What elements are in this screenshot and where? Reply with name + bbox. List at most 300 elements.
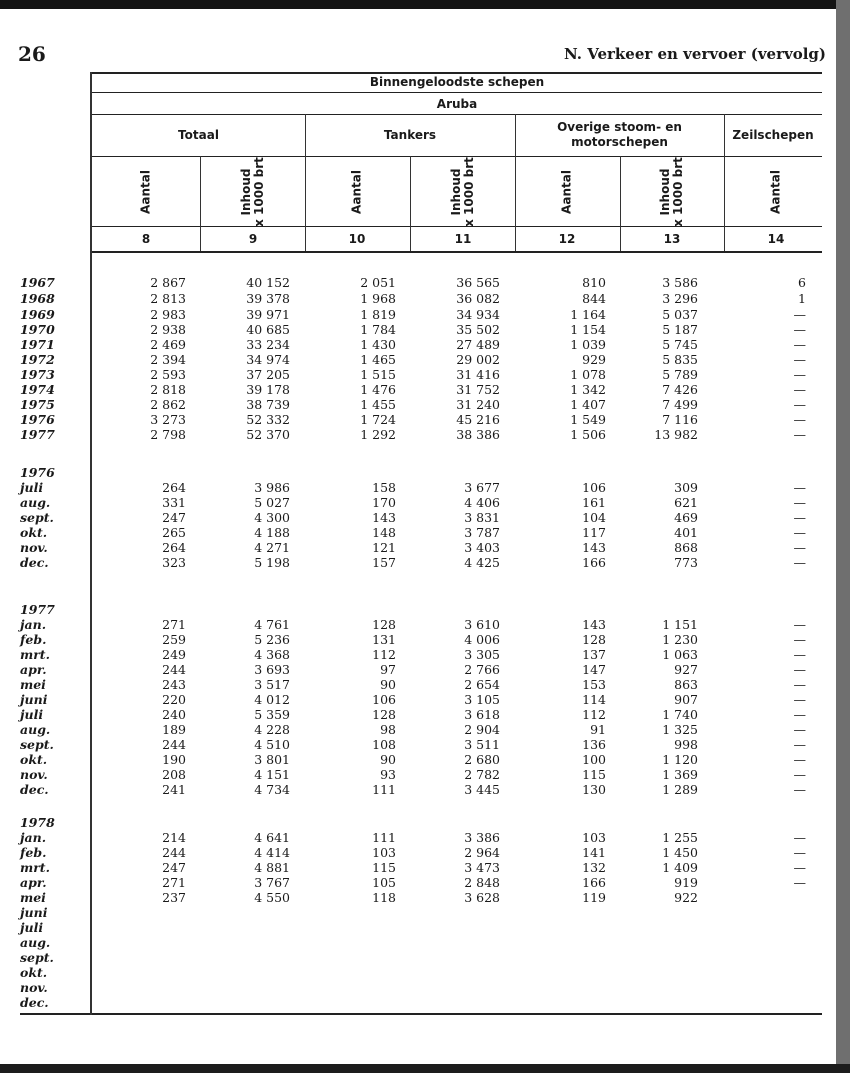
cell-tankers-aantal: 1 968 xyxy=(360,291,396,306)
label-inhoud-overige xyxy=(659,157,685,227)
cell-totaal-aantal: 2 813 xyxy=(150,291,186,306)
cell-tankers-aantal: 93 xyxy=(380,767,396,782)
label-aantal-zeil: Aantal xyxy=(768,170,783,214)
cell-totaal-inhoud: 3 517 xyxy=(254,677,290,692)
cell-zeil-aantal: — xyxy=(793,322,806,337)
cell-totaal-aantal: 244 xyxy=(162,845,186,860)
row-label: juni xyxy=(20,692,48,707)
column-number-8: 8 xyxy=(141,232,151,246)
stub-divider xyxy=(90,72,92,1015)
cell-overige-inhoud: 863 xyxy=(674,677,698,692)
cell-totaal-inhoud: 39 971 xyxy=(246,307,290,322)
cell-tankers-aantal: 1 515 xyxy=(360,367,396,382)
cell-totaal-inhoud: 40 685 xyxy=(246,322,290,337)
cell-tankers-inhoud: 2 904 xyxy=(464,722,500,737)
cell-totaal-inhoud: 4 271 xyxy=(254,540,290,555)
cell-overige-aantal: 117 xyxy=(582,525,606,540)
cell-overige-inhoud: 1 230 xyxy=(662,632,698,647)
row-label: feb. xyxy=(20,845,47,860)
cell-zeil-aantal: — xyxy=(793,540,806,555)
cell-zeil-aantal: — xyxy=(793,752,806,767)
cell-totaal-inhoud: 4 188 xyxy=(254,525,290,540)
row-label: 1977 xyxy=(20,602,55,617)
cell-zeil-aantal: — xyxy=(793,510,806,525)
cell-tankers-inhoud: 29 002 xyxy=(456,352,500,367)
cell-overige-inhoud: 1 740 xyxy=(662,707,698,722)
cell-overige-inhoud: 1 120 xyxy=(662,752,698,767)
cell-tankers-aantal: 115 xyxy=(372,860,396,875)
cell-tankers-aantal: 128 xyxy=(372,617,396,632)
column-number-13: 13 xyxy=(663,232,681,246)
cell-overige-aantal: 103 xyxy=(582,830,606,845)
cell-tankers-inhoud: 31 752 xyxy=(456,382,500,397)
cell-tankers-inhoud: 2 848 xyxy=(464,875,500,890)
cell-totaal-inhoud: 4 228 xyxy=(254,722,290,737)
cell-overige-aantal: 130 xyxy=(582,782,606,797)
cell-overige-aantal: 132 xyxy=(582,860,606,875)
cell-zeil-aantal: — xyxy=(793,677,806,692)
cell-tankers-aantal: 1 724 xyxy=(360,412,396,427)
cell-totaal-inhoud: 4 761 xyxy=(254,617,290,632)
cell-totaal-aantal: 264 xyxy=(162,540,186,555)
cell-tankers-aantal: 97 xyxy=(380,662,396,677)
cell-overige-aantal: 1 154 xyxy=(570,322,606,337)
row-label: mrt. xyxy=(20,860,50,875)
rule-under-group xyxy=(92,92,822,93)
cell-tankers-aantal: 1 784 xyxy=(360,322,396,337)
label-inhoud-tankers-line1: Inhoud xyxy=(449,168,463,216)
cell-overige-inhoud: 3 296 xyxy=(662,291,698,306)
row-label: 1970 xyxy=(20,322,55,337)
row-label: mrt. xyxy=(20,647,50,662)
cell-zeil-aantal: — xyxy=(793,382,806,397)
cell-tankers-inhoud: 31 416 xyxy=(456,367,500,382)
cell-totaal-aantal: 271 xyxy=(162,617,186,632)
row-label: 1967 xyxy=(20,275,55,290)
cell-tankers-inhoud: 36 565 xyxy=(456,275,500,290)
cell-overige-inhoud: 5 037 xyxy=(662,307,698,322)
row-label: juli xyxy=(20,480,44,495)
cell-totaal-aantal: 247 xyxy=(162,860,186,875)
cell-overige-inhoud: 868 xyxy=(674,540,698,555)
row-label: apr. xyxy=(20,875,47,890)
cell-overige-aantal: 166 xyxy=(582,555,606,570)
scan-border-top xyxy=(0,0,850,9)
header-totaal: Totaal xyxy=(178,128,219,142)
cell-totaal-aantal: 244 xyxy=(162,737,186,752)
row-label: 1976 xyxy=(20,412,55,427)
column-number-12: 12 xyxy=(558,232,576,246)
cell-overige-aantal: 161 xyxy=(582,495,606,510)
cell-tankers-inhoud: 3 473 xyxy=(464,860,500,875)
sub-divider-2 xyxy=(410,156,411,251)
label-aantal-overige: Aantal xyxy=(559,170,574,214)
cell-tankers-aantal: 157 xyxy=(372,555,396,570)
cell-tankers-inhoud: 27 489 xyxy=(456,337,500,352)
cell-tankers-aantal: 1 465 xyxy=(360,352,396,367)
cell-tankers-inhoud: 3 445 xyxy=(464,782,500,797)
cell-overige-aantal: 810 xyxy=(582,275,606,290)
row-label: mei xyxy=(20,677,46,692)
cell-zeil-aantal: — xyxy=(793,845,806,860)
row-label: aug. xyxy=(20,722,51,737)
cell-tankers-inhoud: 3 787 xyxy=(464,525,500,540)
cell-overige-aantal: 141 xyxy=(582,845,606,860)
cell-zeil-aantal: — xyxy=(793,830,806,845)
cell-tankers-inhoud: 2 782 xyxy=(464,767,500,782)
sub-divider-1 xyxy=(200,156,201,251)
cell-overige-aantal: 166 xyxy=(582,875,606,890)
rule-under-subgroup xyxy=(92,114,822,115)
row-label: feb. xyxy=(20,632,47,647)
row-label: 1972 xyxy=(20,352,55,367)
cell-overige-inhoud: 927 xyxy=(674,662,698,677)
cell-overige-aantal: 1 039 xyxy=(570,337,606,352)
cell-totaal-inhoud: 34 974 xyxy=(246,352,290,367)
table-bottom-rule xyxy=(20,1013,822,1015)
cell-totaal-aantal: 3 273 xyxy=(150,412,186,427)
cell-totaal-inhoud: 3 693 xyxy=(254,662,290,677)
cell-tankers-inhoud: 2 964 xyxy=(464,845,500,860)
cell-tankers-inhoud: 3 403 xyxy=(464,540,500,555)
cell-totaal-aantal: 2 983 xyxy=(150,307,186,322)
cell-tankers-inhoud: 4 425 xyxy=(464,555,500,570)
cell-totaal-aantal: 2 798 xyxy=(150,427,186,442)
row-label: 1978 xyxy=(20,815,55,830)
cell-zeil-aantal: — xyxy=(793,767,806,782)
cell-totaal-inhoud: 38 739 xyxy=(246,397,290,412)
row-label: aug. xyxy=(20,935,51,950)
cell-totaal-inhoud: 52 370 xyxy=(246,427,290,442)
row-label: dec. xyxy=(20,782,49,797)
cell-totaal-aantal: 271 xyxy=(162,875,186,890)
cell-totaal-inhoud: 4 151 xyxy=(254,767,290,782)
row-label: juli xyxy=(20,920,44,935)
row-label: sept. xyxy=(20,510,54,525)
cell-tankers-aantal: 148 xyxy=(372,525,396,540)
cell-totaal-inhoud: 33 234 xyxy=(246,337,290,352)
label-inhoud-totaal-line2: x 1000 brt xyxy=(252,157,266,227)
cell-tankers-aantal: 143 xyxy=(372,510,396,525)
row-label: dec. xyxy=(20,555,49,570)
cell-tankers-inhoud: 3 105 xyxy=(464,692,500,707)
cell-overige-aantal: 115 xyxy=(582,767,606,782)
row-label: okt. xyxy=(20,752,48,767)
row-label: okt. xyxy=(20,965,48,980)
cell-tankers-inhoud: 2 654 xyxy=(464,677,500,692)
cell-overige-inhoud: 1 151 xyxy=(662,617,698,632)
cell-tankers-aantal: 98 xyxy=(380,722,396,737)
cell-overige-inhoud: 1 289 xyxy=(662,782,698,797)
cell-totaal-inhoud: 4 734 xyxy=(254,782,290,797)
cell-totaal-aantal: 249 xyxy=(162,647,186,662)
label-inhoud-tankers xyxy=(450,157,476,227)
scan-border-right xyxy=(836,0,850,1073)
page-number: 26 xyxy=(18,42,46,66)
cell-zeil-aantal: 1 xyxy=(798,291,806,306)
cell-zeil-aantal: — xyxy=(793,692,806,707)
cell-tankers-inhoud: 2 766 xyxy=(464,662,500,677)
cell-zeil-aantal: — xyxy=(793,307,806,322)
cell-zeil-aantal: 6 xyxy=(798,275,806,290)
cell-zeil-aantal: — xyxy=(793,647,806,662)
cell-tankers-aantal: 105 xyxy=(372,875,396,890)
cell-totaal-aantal: 189 xyxy=(162,722,186,737)
cell-overige-aantal: 1 506 xyxy=(570,427,606,442)
cell-totaal-aantal: 208 xyxy=(162,767,186,782)
header-subgroup: Aruba xyxy=(436,97,478,111)
cell-tankers-inhoud: 3 386 xyxy=(464,830,500,845)
row-label: 1968 xyxy=(20,291,55,306)
row-label: 1974 xyxy=(20,382,55,397)
cell-totaal-aantal: 244 xyxy=(162,662,186,677)
row-label: 1977 xyxy=(20,427,55,442)
cell-overige-inhoud: 7 499 xyxy=(662,397,698,412)
cell-tankers-inhoud: 3 610 xyxy=(464,617,500,632)
label-aantal-tankers: Aantal xyxy=(349,170,364,214)
column-number-10: 10 xyxy=(348,232,366,246)
cell-overige-inhoud: 621 xyxy=(674,495,698,510)
cell-totaal-aantal: 214 xyxy=(162,830,186,845)
cell-totaal-inhoud: 5 027 xyxy=(254,495,290,510)
cell-zeil-aantal: — xyxy=(793,495,806,510)
cell-zeil-aantal: — xyxy=(793,782,806,797)
cell-totaal-aantal: 323 xyxy=(162,555,186,570)
cell-overige-inhoud: 5 789 xyxy=(662,367,698,382)
column-number-9: 9 xyxy=(248,232,258,246)
cell-tankers-aantal: 90 xyxy=(380,677,396,692)
sub-divider-3 xyxy=(620,156,621,251)
label-inhoud-overige-line2: x 1000 brt xyxy=(671,157,685,227)
cell-tankers-aantal: 170 xyxy=(372,495,396,510)
cell-totaal-inhoud: 4 012 xyxy=(254,692,290,707)
cell-zeil-aantal: — xyxy=(793,617,806,632)
cell-overige-aantal: 929 xyxy=(582,352,606,367)
cell-overige-aantal: 1 407 xyxy=(570,397,606,412)
cell-overige-aantal: 153 xyxy=(582,677,606,692)
cell-totaal-inhoud: 4 881 xyxy=(254,860,290,875)
cell-totaal-aantal: 2 394 xyxy=(150,352,186,367)
cell-tankers-aantal: 1 455 xyxy=(360,397,396,412)
cell-overige-inhoud: 5 835 xyxy=(662,352,698,367)
cell-tankers-aantal: 103 xyxy=(372,845,396,860)
header-overige xyxy=(515,120,724,150)
cell-zeil-aantal: — xyxy=(793,337,806,352)
cell-overige-inhoud: 5 745 xyxy=(662,337,698,352)
cell-tankers-aantal: 118 xyxy=(372,890,396,905)
cell-totaal-aantal: 264 xyxy=(162,480,186,495)
cell-overige-inhoud: 3 586 xyxy=(662,275,698,290)
cell-totaal-aantal: 190 xyxy=(162,752,186,767)
row-label: 1973 xyxy=(20,367,55,382)
cell-totaal-aantal: 265 xyxy=(162,525,186,540)
cell-overige-inhoud: 1 409 xyxy=(662,860,698,875)
cell-totaal-aantal: 331 xyxy=(162,495,186,510)
cell-tankers-aantal: 111 xyxy=(372,782,396,797)
cell-totaal-aantal: 247 xyxy=(162,510,186,525)
cell-totaal-aantal: 2 469 xyxy=(150,337,186,352)
scan-border-bottom xyxy=(0,1064,850,1073)
row-label: nov. xyxy=(20,767,48,782)
cell-zeil-aantal: — xyxy=(793,555,806,570)
row-label: aug. xyxy=(20,495,51,510)
cell-zeil-aantal: — xyxy=(793,352,806,367)
cell-overige-inhoud: 7 426 xyxy=(662,382,698,397)
rule-under-colnums xyxy=(92,251,822,253)
cell-tankers-aantal: 111 xyxy=(372,830,396,845)
cell-tankers-inhoud: 3 305 xyxy=(464,647,500,662)
cell-zeil-aantal: — xyxy=(793,367,806,382)
cell-totaal-inhoud: 5 359 xyxy=(254,707,290,722)
row-label: okt. xyxy=(20,525,48,540)
cell-totaal-inhoud: 4 510 xyxy=(254,737,290,752)
cell-tankers-inhoud: 4 006 xyxy=(464,632,500,647)
cell-tankers-inhoud: 2 680 xyxy=(464,752,500,767)
cell-totaal-aantal: 237 xyxy=(162,890,186,905)
cell-totaal-inhoud: 4 368 xyxy=(254,647,290,662)
cell-tankers-aantal: 1 430 xyxy=(360,337,396,352)
cell-totaal-inhoud: 3 801 xyxy=(254,752,290,767)
cell-overige-aantal: 147 xyxy=(582,662,606,677)
header-overige-line2: motorschepen xyxy=(571,135,668,149)
cell-tankers-inhoud: 31 240 xyxy=(456,397,500,412)
cell-overige-inhoud: 7 116 xyxy=(662,412,698,427)
cell-overige-inhoud: 998 xyxy=(674,737,698,752)
cell-overige-aantal: 112 xyxy=(582,707,606,722)
row-label: jan. xyxy=(20,830,47,845)
cell-overige-aantal: 136 xyxy=(582,737,606,752)
cell-tankers-aantal: 1 819 xyxy=(360,307,396,322)
row-label: apr. xyxy=(20,662,47,677)
cell-totaal-inhoud: 40 152 xyxy=(246,275,290,290)
cell-tankers-aantal: 112 xyxy=(372,647,396,662)
cell-tankers-aantal: 131 xyxy=(372,632,396,647)
row-label: juli xyxy=(20,707,44,722)
cell-overige-aantal: 106 xyxy=(582,480,606,495)
cell-overige-inhoud: 469 xyxy=(674,510,698,525)
cell-totaal-aantal: 241 xyxy=(162,782,186,797)
row-label: dec. xyxy=(20,995,49,1010)
cell-totaal-inhoud: 4 300 xyxy=(254,510,290,525)
cell-totaal-aantal: 243 xyxy=(162,677,186,692)
cell-totaal-aantal: 2 938 xyxy=(150,322,186,337)
cell-totaal-inhoud: 3 767 xyxy=(254,875,290,890)
cell-overige-inhoud: 773 xyxy=(674,555,698,570)
cell-overige-aantal: 1 078 xyxy=(570,367,606,382)
cell-totaal-aantal: 2 862 xyxy=(150,397,186,412)
cell-tankers-inhoud: 38 386 xyxy=(456,427,500,442)
header-group: Binnengeloodste schepen xyxy=(369,75,545,89)
cell-totaal-aantal: 2 818 xyxy=(150,382,186,397)
cell-overige-inhoud: 919 xyxy=(674,875,698,890)
cell-tankers-inhoud: 45 216 xyxy=(456,412,500,427)
cell-overige-aantal: 137 xyxy=(582,647,606,662)
cell-tankers-inhoud: 36 082 xyxy=(456,291,500,306)
label-inhoud-totaal-line1: Inhoud xyxy=(239,168,253,216)
cell-tankers-aantal: 106 xyxy=(372,692,396,707)
cell-zeil-aantal: — xyxy=(793,875,806,890)
header-overige-line1: Overige stoom- en xyxy=(557,120,682,134)
cell-totaal-inhoud: 37 205 xyxy=(246,367,290,382)
cell-tankers-inhoud: 3 677 xyxy=(464,480,500,495)
row-label: nov. xyxy=(20,980,48,995)
cell-zeil-aantal: — xyxy=(793,397,806,412)
cell-overige-aantal: 114 xyxy=(582,692,606,707)
row-label: nov. xyxy=(20,540,48,555)
cell-zeil-aantal: — xyxy=(793,737,806,752)
cell-zeil-aantal: — xyxy=(793,707,806,722)
row-label: juni xyxy=(20,905,48,920)
cell-overige-aantal: 143 xyxy=(582,540,606,555)
row-label: 1971 xyxy=(20,337,55,352)
cell-overige-aantal: 1 164 xyxy=(570,307,606,322)
cell-overige-inhoud: 401 xyxy=(674,525,698,540)
label-inhoud-totaal xyxy=(240,157,266,227)
column-number-11: 11 xyxy=(454,232,472,246)
cell-totaal-inhoud: 39 378 xyxy=(246,291,290,306)
row-label: 1976 xyxy=(20,465,55,480)
cell-overige-aantal: 104 xyxy=(582,510,606,525)
cell-tankers-aantal: 1 292 xyxy=(360,427,396,442)
cell-totaal-inhoud: 5 198 xyxy=(254,555,290,570)
cell-totaal-inhoud: 4 414 xyxy=(254,845,290,860)
cell-tankers-inhoud: 35 502 xyxy=(456,322,500,337)
cell-overige-inhoud: 1 369 xyxy=(662,767,698,782)
cell-zeil-aantal: — xyxy=(793,722,806,737)
cell-tankers-aantal: 2 051 xyxy=(360,275,396,290)
cell-overige-aantal: 1 342 xyxy=(570,382,606,397)
cell-totaal-aantal: 240 xyxy=(162,707,186,722)
header-zeilschepen: Zeilschepen xyxy=(732,128,814,142)
running-head: N. Verkeer en vervoer (vervolg) xyxy=(564,45,826,63)
cell-overige-aantal: 119 xyxy=(582,890,606,905)
cell-tankers-aantal: 1 476 xyxy=(360,382,396,397)
cell-overige-aantal: 100 xyxy=(582,752,606,767)
cell-overige-inhoud: 1 255 xyxy=(662,830,698,845)
cell-totaal-inhoud: 52 332 xyxy=(246,412,290,427)
cell-totaal-aantal: 2 593 xyxy=(150,367,186,382)
row-label: sept. xyxy=(20,737,54,752)
cell-overige-aantal: 128 xyxy=(582,632,606,647)
label-inhoud-overige-line1: Inhoud xyxy=(658,168,672,216)
cell-overige-inhoud: 907 xyxy=(674,692,698,707)
cell-overige-aantal: 1 549 xyxy=(570,412,606,427)
cell-tankers-inhoud: 3 831 xyxy=(464,510,500,525)
row-label: jan. xyxy=(20,617,47,632)
cell-overige-aantal: 91 xyxy=(590,722,606,737)
cell-totaal-aantal: 220 xyxy=(162,692,186,707)
cell-overige-inhoud: 1 063 xyxy=(662,647,698,662)
label-inhoud-tankers-line2: x 1000 brt xyxy=(462,157,476,227)
cell-overige-inhoud: 13 982 xyxy=(654,427,698,442)
row-label: 1975 xyxy=(20,397,55,412)
cell-totaal-inhoud: 5 236 xyxy=(254,632,290,647)
cell-totaal-inhoud: 39 178 xyxy=(246,382,290,397)
cell-overige-aantal: 143 xyxy=(582,617,606,632)
cell-tankers-aantal: 128 xyxy=(372,707,396,722)
cell-totaal-inhoud: 4 641 xyxy=(254,830,290,845)
column-number-14: 14 xyxy=(767,232,785,246)
cell-zeil-aantal: — xyxy=(793,525,806,540)
cell-overige-inhoud: 1 325 xyxy=(662,722,698,737)
cell-tankers-aantal: 90 xyxy=(380,752,396,767)
cell-overige-aantal: 844 xyxy=(582,291,606,306)
cell-overige-inhoud: 922 xyxy=(674,890,698,905)
row-label: sept. xyxy=(20,950,54,965)
cell-overige-inhoud: 1 450 xyxy=(662,845,698,860)
cell-zeil-aantal: — xyxy=(793,427,806,442)
row-label: mei xyxy=(20,890,46,905)
